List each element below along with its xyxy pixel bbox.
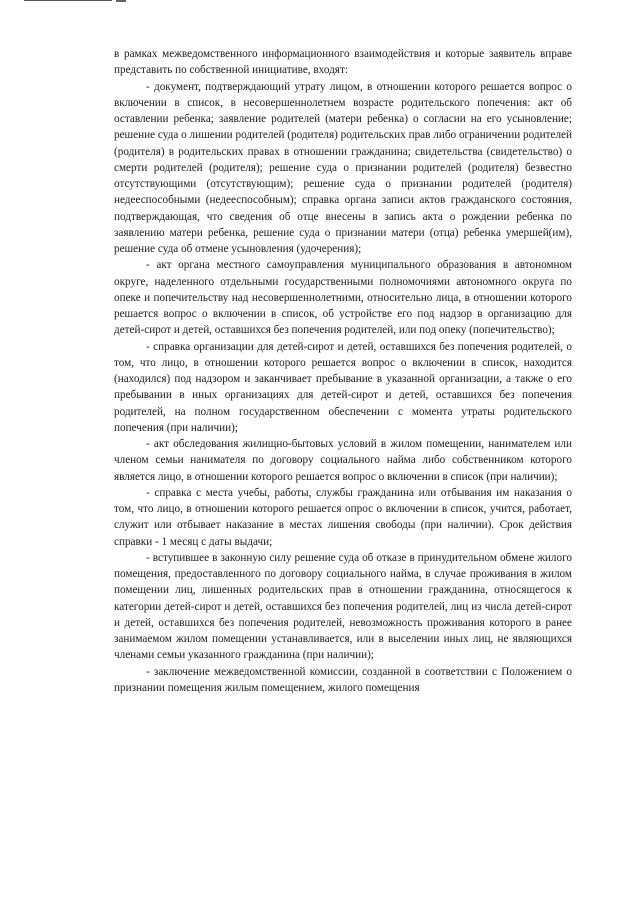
scan-edge-mark [24,0,112,5]
list-item-study-work-certificate: - справка с места учебы, работы, службы гражданина или отбывания им наказания о том, что лицо, в отношении которого решается опрос о включении в список, учится, работает, служит или отбывает наказание в местах лишения свободы (при наличии). Срок действия справки - 1 месяц с даты выдачи; [114,486,572,548]
list-item-orphanage-certificate: - справка организации для детей-сирот и детей, оставшихся без попечения родителей, о том, что лицо, в отношении которого решается вопрос о включении в список, находится (находился) под надзором и заканчивает пребывание в указанной организации, а также о его пребывании в иных организациях для детей-сирот и детей, оставшихся без попечения родителей, на полном государственном обеспечении с момента утраты родительского попечения (при наличии); [114,340,572,434]
list-item-commission-conclusion: - заключение межведомственной комиссии, созданной в соответствии с Положением о признании помещения жилым помещением, жилого помещения [114,665,572,694]
list-item-court-decision: - вступившее в законную силу решение суда об отказе в принудительном обмене жилого помещения, предоставленного по договору социального найма, в случае проживания в жилом помещении лиц, лишенных родительских прав в отношении гражданина, относящегося к категории детей-сирот и детей, оставшихся без попечения родителей, лиц из числа детей-сирот и детей, оставшихся без попечения родителей, невозможность проживания которого в ранее занимаемом жилом помещении устанавливается, или в выселении иных лиц, не являющихся членами семьи указанного гражданина (при наличии); [114,551,572,662]
list-item-municipal-act: - акт органа местного самоуправления муниципального образования в автономном округе, наделенного отдельными государственными полномочиями автономного округа по опеке и попечительству над несовершеннолетними, относительно лица, в отношении которого решается вопрос о включении в список, об устройстве его под надзор в организацию для детей-сирот и детей, оставшихся без попечения родителей, или под опеку (попечительство); [114,259,572,337]
intro-paragraph: в рамках межведомственного информационного взаимодействия и которые заявитель вправе представить по собственной инициативе, входят: [114,48,572,77]
document-body [114,46,572,696]
list-item-loss-of-care-document: - документ, подтверждающий утрату лицом, в отношении которого решается вопрос о включении в список, в несовершеннолетнем возрасте родительского попечения: акт об оставлении ребенка; заявление родителей (матери ребенка) о согласии на его усыновление; решение суда о лишении родителей (родителя) родительских прав либо ограничении родителей (родителя) в родительских правах в отношении гражданина; свидетельства (свидетельство) о смерти родителей (родителя); решение суда о признании родителей (родителя) безвестно отсутствующими (отсутствующим); решение суда о признании родителей (родителя) недееспособными (недееспособным); справка органа записи актов гражданского состояния, подтверждающая, что сведения об отце внесены в запись акта о рождении ребенка по заявлению матери ребенка, решение суда о признании матери (отца) ребенка умершей(им), решение суда об отмене усыновления (удочерения); [114,80,572,255]
list-item-housing-inspection-act: - акт обследования жилищно-бытовых условий в жилом помещении, нанимателем или членом семьи нанимателя по договору социального найма либо собственником которого является лицо, в отношении которого решается вопрос о включении в список (при наличии); [114,438,572,483]
